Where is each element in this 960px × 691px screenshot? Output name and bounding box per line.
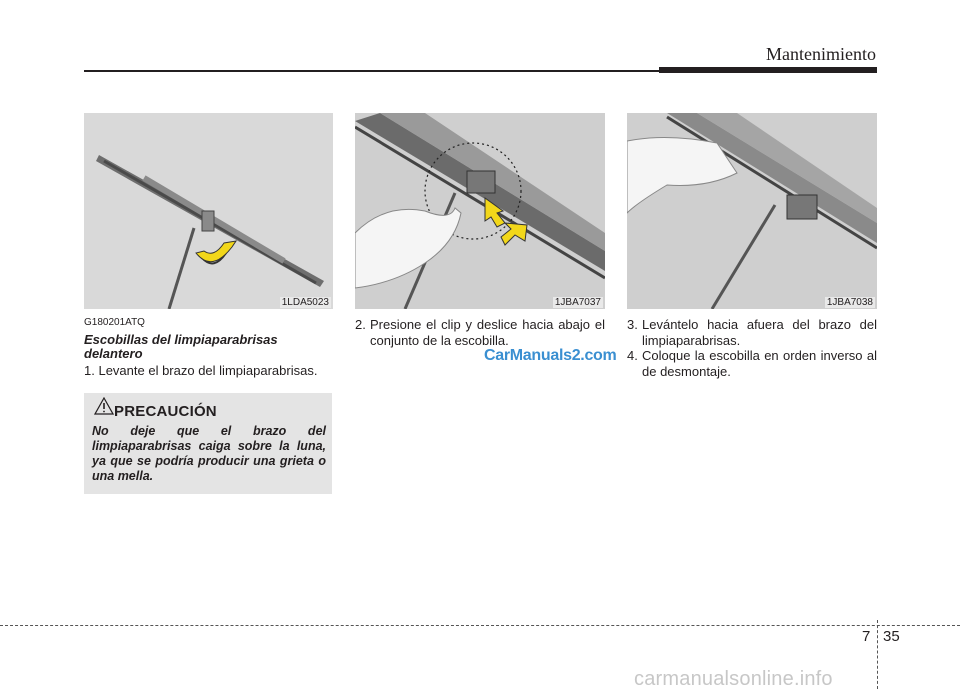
section-code: G180201ATQ — [84, 317, 145, 328]
warning-triangle-icon — [94, 397, 114, 415]
caution-title: PRECAUCIÓN — [114, 403, 217, 420]
step-text: Levante el brazo del limpiaparabrisas. — [98, 363, 318, 378]
header-rule-accent — [659, 67, 877, 73]
figure-code: 1JBA7038 — [826, 297, 873, 308]
step-1 — [84, 363, 334, 379]
footer-divider — [877, 620, 878, 689]
figure-2 — [355, 113, 605, 309]
page-chapter: 7 — [862, 628, 871, 645]
footer-site-link[interactable]: carmanualsonline.info — [634, 668, 833, 690]
figure-1 — [84, 113, 333, 309]
header-rule — [84, 70, 661, 72]
header-title: Mantenimiento — [766, 44, 876, 64]
step-number: 3. — [627, 317, 638, 332]
figure-code: 1LDA5023 — [281, 297, 329, 308]
footer-rule — [0, 625, 960, 626]
step-number: 1. — [84, 363, 95, 378]
figure-code: 1JBA7037 — [554, 297, 601, 308]
wiper-arm-lift-illustration — [84, 113, 333, 309]
step-2 — [355, 317, 605, 349]
caution-body: No deje que el brazo del limpiaparabrisas caiga sobre la luna, ya que se podría producir una grieta o una mella. — [92, 424, 326, 483]
caution-box — [84, 393, 332, 494]
step-4 — [627, 348, 877, 380]
watermark[interactable]: CarManuals2.com — [484, 347, 617, 364]
section-title: Escobillas del limpiaparabrisas delantero — [84, 332, 278, 361]
step-number: 2. — [355, 317, 366, 332]
wiper-blade-remove-illustration — [627, 113, 877, 309]
step-3 — [627, 317, 877, 349]
step-text: Presione el clip y deslice hacia abajo el conjunto de la escobilla. — [370, 317, 605, 348]
figure-3 — [627, 113, 877, 309]
step-number: 4. — [627, 348, 638, 363]
page-number: 35 — [883, 628, 900, 645]
step-text: Coloque la escobilla en orden inverso al de desmontaje. — [642, 348, 877, 379]
wiper-clip-press-illustration — [355, 113, 605, 309]
step-text: Levántelo hacia afuera del brazo del limpiaparabrisas. — [642, 317, 877, 348]
